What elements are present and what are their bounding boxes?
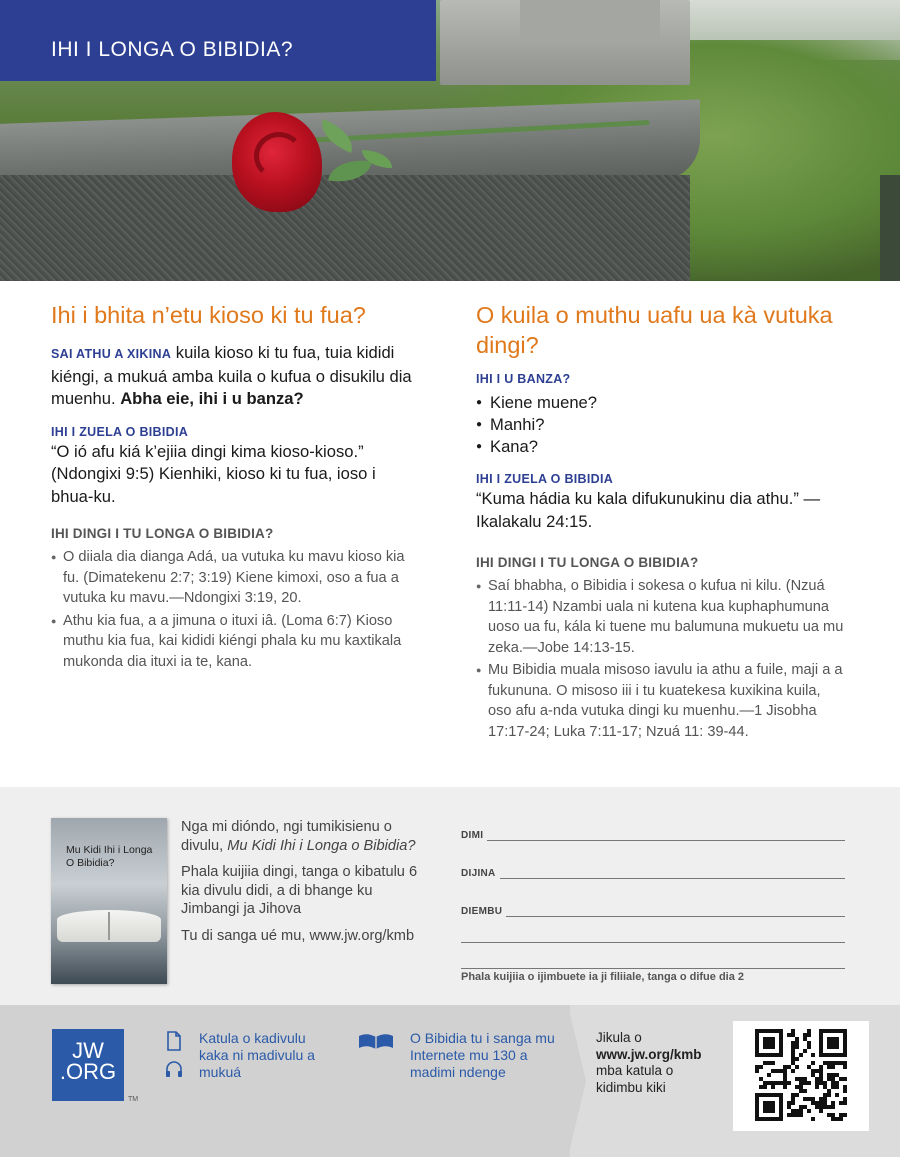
option-item: ● Manhi? — [476, 414, 848, 436]
list-item: ● Athu kia fua, a a jimuna o ituxi iâ. (Loma 6:7) Kioso muthu kia fua, kai kididi kiéngi phala ku mu kaxtikala mukonda dia ituxi ia te, kana. — [51, 611, 421, 673]
option-item: ● Kana? — [476, 436, 848, 458]
list-item: ● Mu Bibidia muala misoso iavulu ia athu a fuile, maji a a fukununa. O misoso iii i tu kuatekesa kuxikina kuila, oso afu a-nda vutuka dingi ku muenhu.—1 Jisobha 17:17-24; Luka 7:11-17; Nzuá 11: 39-44. — [476, 660, 848, 742]
email-field[interactable]: DIEMBU — [461, 893, 845, 917]
right-think-label: IHI I U BANZA? — [476, 372, 571, 386]
extra-line[interactable] — [461, 957, 845, 969]
left-heading: Ihi i bhita n’etu kioso ki tu fua? — [51, 302, 366, 328]
branch-note: Phala kuijiia o ijimbuete ia ji filiiale, tanga o difue dia 2 — [461, 971, 745, 983]
red-rose — [232, 112, 322, 212]
left-more-heading: IHI DINGI I TU LONGA O BIBIDIA? — [51, 526, 274, 541]
brochure-title: Mu Kidi Ihi i Longa O Bibidia? — [66, 844, 153, 869]
headphones-icon — [164, 1060, 184, 1083]
open-book-icon — [357, 1030, 395, 1057]
trademark: TM — [128, 1096, 139, 1103]
banner-title: IHI I LONGA O BIBIDIA? — [51, 38, 294, 61]
left-lead: SAI ATHU A XIKINA kuila kioso ki tu fua, tuia kididi kiéngi, a mukuá amba kuila o kufua o disukilu dia muenhu. Abha eie, ihi i u banza? — [51, 343, 412, 408]
right-more-heading: IHI DINGI I TU LONGA O BIBIDIA? — [476, 555, 699, 570]
extra-line[interactable] — [461, 931, 845, 943]
left-bible-quote: “O ió afu kiá k’ejiia dingi kima kioso-kioso.” (Ndongixi 9:5) Kienhiki, kioso ki tu fua, ioso i bhua-ku. — [51, 441, 376, 506]
left-points — [51, 547, 421, 672]
qr-code[interactable] — [733, 1021, 869, 1131]
jw-org-logo[interactable]: JW .ORG — [52, 1029, 124, 1101]
right-bible-quote: “Kuma hádia ku kala difukunukinu dia athu.” —Ikalakalu 24:15. — [476, 489, 821, 531]
contact-form — [461, 817, 845, 983]
list-item: ● Saí bhabha, o Bibidia i sokesa o kufua ni kilu. (Nzuá 11:11-14) Nzambi uala ni kutena kua kuphaphumuna uoso ua fu, kála ki tuene mu balumuna mukuetu ua mu zeka.—Jobe 14:13-15. — [476, 576, 848, 658]
page-banner — [0, 0, 436, 81]
list-item: ● O diiala dia dianga Adá, ua vutuka ku mavu kioso kia fu. (Dimatekenu 2:7; 3:19) Kiene kimoxi, oso a fua a vutuka ku mavu.—Ndongixi 3:19, 20. — [51, 547, 421, 609]
document-icon — [166, 1031, 182, 1056]
option-item: ● Kiene muene? — [476, 392, 848, 414]
website-link[interactable]: www.jw.org/kmb — [596, 1046, 702, 1062]
left-column — [51, 300, 421, 674]
name-field[interactable]: DIMI — [461, 817, 845, 841]
download-text: Katula o kadivulu kaka ni madivulu a mukuá — [199, 1030, 315, 1080]
right-column — [476, 300, 848, 744]
bible-online-text: O Bibidia tu i sanga mu Internete mu 130 a madimi ndenge — [410, 1030, 555, 1080]
right-bible-label: IHI I ZUELA O BIBIDIA — [476, 472, 614, 486]
promo-text: Nga mi dióndo, ngi tumikisienu o divulu, Mu Kidi Ihi i Longa o Bibidia? Phala kuijiia dingi, tanga o kibatulu 6 kia divulu didi, a di bhange ku Jimbangi ja Jihova Tu di sanga ué mu, www.jw.org/kmb — [181, 819, 418, 944]
left-bible-label: IHI I ZUELA O BIBIDIA — [51, 424, 189, 439]
visit-text: Jikula o www.jw.org/kmb mba katula o kidimbu kiki — [596, 1030, 702, 1095]
address-field[interactable]: DIJINA — [461, 855, 845, 879]
brochure-cover — [51, 818, 167, 984]
right-heading: O kuila o muthu uafu ua kà vutuka dingi? — [476, 302, 833, 358]
open-book-image — [57, 910, 161, 942]
right-options — [476, 392, 848, 458]
right-points — [476, 576, 848, 742]
